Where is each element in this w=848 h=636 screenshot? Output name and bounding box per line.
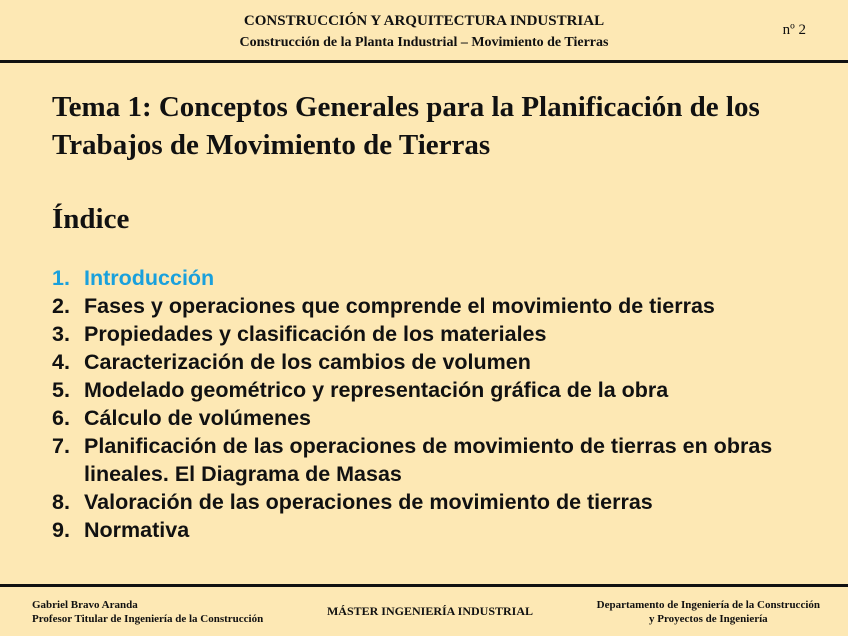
slide-title: Tema 1: Conceptos Generales para la Planificación de los Trabajos de Movimiento de Tierras bbox=[52, 91, 760, 161]
footer-department bbox=[597, 598, 820, 626]
footer-rule bbox=[0, 584, 848, 587]
toc-item-text: Propiedades y clasificación de los materiales bbox=[84, 322, 547, 346]
toc-item bbox=[52, 320, 832, 348]
toc-item-number: 9. bbox=[52, 518, 70, 542]
toc-item-number: 3. bbox=[52, 322, 70, 346]
index-heading: Índice bbox=[52, 203, 130, 235]
toc-item bbox=[52, 404, 832, 432]
toc-item-number: 7. bbox=[52, 434, 70, 458]
toc-item bbox=[52, 348, 832, 376]
toc-item-text: Modelado geométrico y representación gráfica de la obra bbox=[84, 378, 669, 402]
slide-number: nº 2 bbox=[782, 22, 806, 38]
toc-item bbox=[52, 516, 832, 544]
toc-item-text: Caracterización de los cambios de volumen bbox=[84, 350, 531, 374]
header-title: CONSTRUCCIÓN Y ARQUITECTURA INDUSTRIAL bbox=[243, 13, 605, 29]
toc-item-text: Cálculo de volúmenes bbox=[84, 406, 312, 430]
header-rule bbox=[0, 60, 848, 63]
department-line1: Departamento de Ingeniería de la Construcción bbox=[596, 599, 820, 611]
toc-item-number: 8. bbox=[52, 490, 70, 514]
toc-item bbox=[52, 292, 832, 320]
toc-item-number: 6. bbox=[52, 406, 70, 430]
toc-item bbox=[52, 432, 832, 488]
department-line2: y Proyectos de Ingeniería bbox=[649, 613, 768, 625]
toc-item-number: 1. bbox=[52, 266, 70, 290]
toc-item bbox=[52, 264, 832, 292]
toc-item-text: Fases y operaciones que comprende el movimiento de tierras bbox=[84, 294, 715, 318]
toc-item-text: Normativa bbox=[84, 518, 190, 542]
toc-item bbox=[52, 376, 832, 404]
table-of-contents bbox=[52, 264, 832, 544]
toc-item-text: Planificación de las operaciones de movimiento de tierras en obras lineales. El Diagrama de Masas bbox=[84, 434, 773, 486]
toc-item bbox=[52, 488, 832, 516]
author-role: Profesor Titular de Ingeniería de la Construcción bbox=[32, 613, 264, 625]
footer-program: MÁSTER INGENIERÍA INDUSTRIAL bbox=[326, 604, 534, 618]
toc-item-text: Introducción bbox=[84, 266, 215, 290]
header-subtitle: Construcción de la Planta Industrial – Movimiento de Tierras bbox=[239, 35, 609, 50]
toc-item-number: 2. bbox=[52, 294, 70, 318]
toc-item-number: 4. bbox=[52, 350, 70, 374]
toc-item-number: 5. bbox=[52, 378, 70, 402]
author-name: Gabriel Bravo Aranda bbox=[32, 599, 138, 611]
toc-item-text: Valoración de las operaciones de movimiento de tierras bbox=[84, 490, 653, 514]
